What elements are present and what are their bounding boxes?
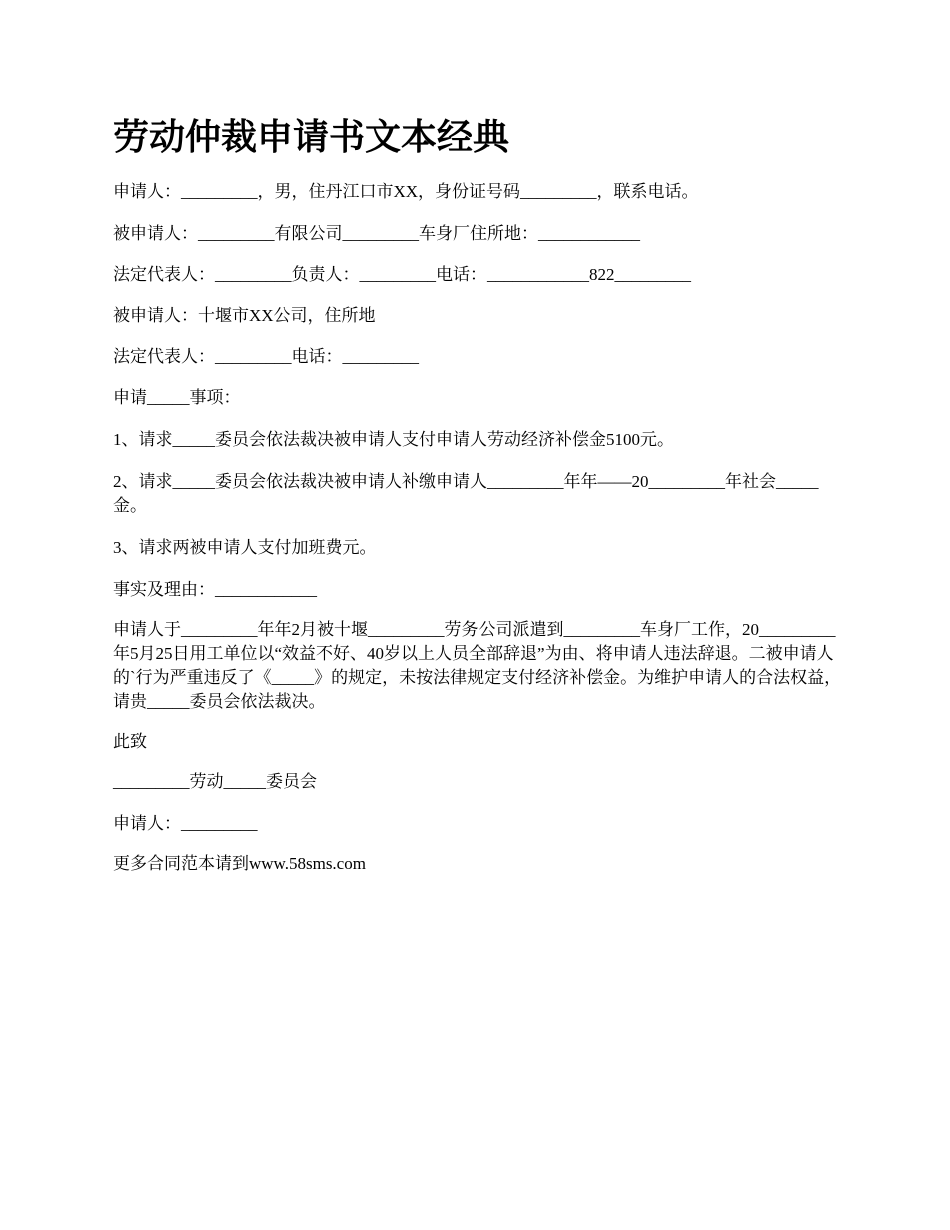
addressee-committee: _________劳动_____委员会 — [113, 772, 317, 791]
closing-salutation: 此致 — [113, 732, 147, 751]
applicant-signature: 申请人：_________ — [113, 814, 258, 833]
facts-body: 申请人于_________年年2月被十堰_________劳务公司派遣到_________车身厂工作，20_________年5月25日用工单位以“效益不好、40岁以上人员全部辞退”为由、将申请人违法辞退。二被申请人的`行为严重违反了《_____》的规定，未按法律规定支付经济补偿金。为维护申请人的合法权益，请贵_____委员会依法裁决。 — [113, 620, 842, 711]
respondent-2-representative: 法定代表人：_________电话：_________ — [113, 347, 419, 366]
document-title: 劳动仲裁申请书文本经典 — [113, 117, 510, 157]
respondent-2-info: 被申请人：十堰市XX公司，住所地 — [113, 306, 376, 325]
request-item-1: 1、请求_____委员会依法裁决被申请人支付申请人劳动经济补偿金5100元。 — [113, 430, 674, 449]
request-item-2: 2、请求_____委员会依法裁决被申请人补缴申请人_________年年——20_________年社会_____金。 — [113, 472, 819, 515]
facts-heading: 事实及理由：____________ — [113, 580, 317, 599]
request-item-3: 3、请求两被申请人支付加班费元。 — [113, 538, 377, 557]
respondent-1-representative: 法定代表人：_________负责人：_________电话：____________822_________ — [113, 265, 691, 284]
footer-website-note: 更多合同范本请到www.58sms.com — [113, 854, 366, 873]
applicant-info: 申请人：_________，男，住丹江口市XX，身份证号码_________，联系电话。 — [113, 182, 699, 201]
respondent-1-info: 被申请人：_________有限公司_________车身厂住所地：____________ — [113, 224, 640, 243]
request-heading: 申请_____事项： — [113, 388, 241, 407]
